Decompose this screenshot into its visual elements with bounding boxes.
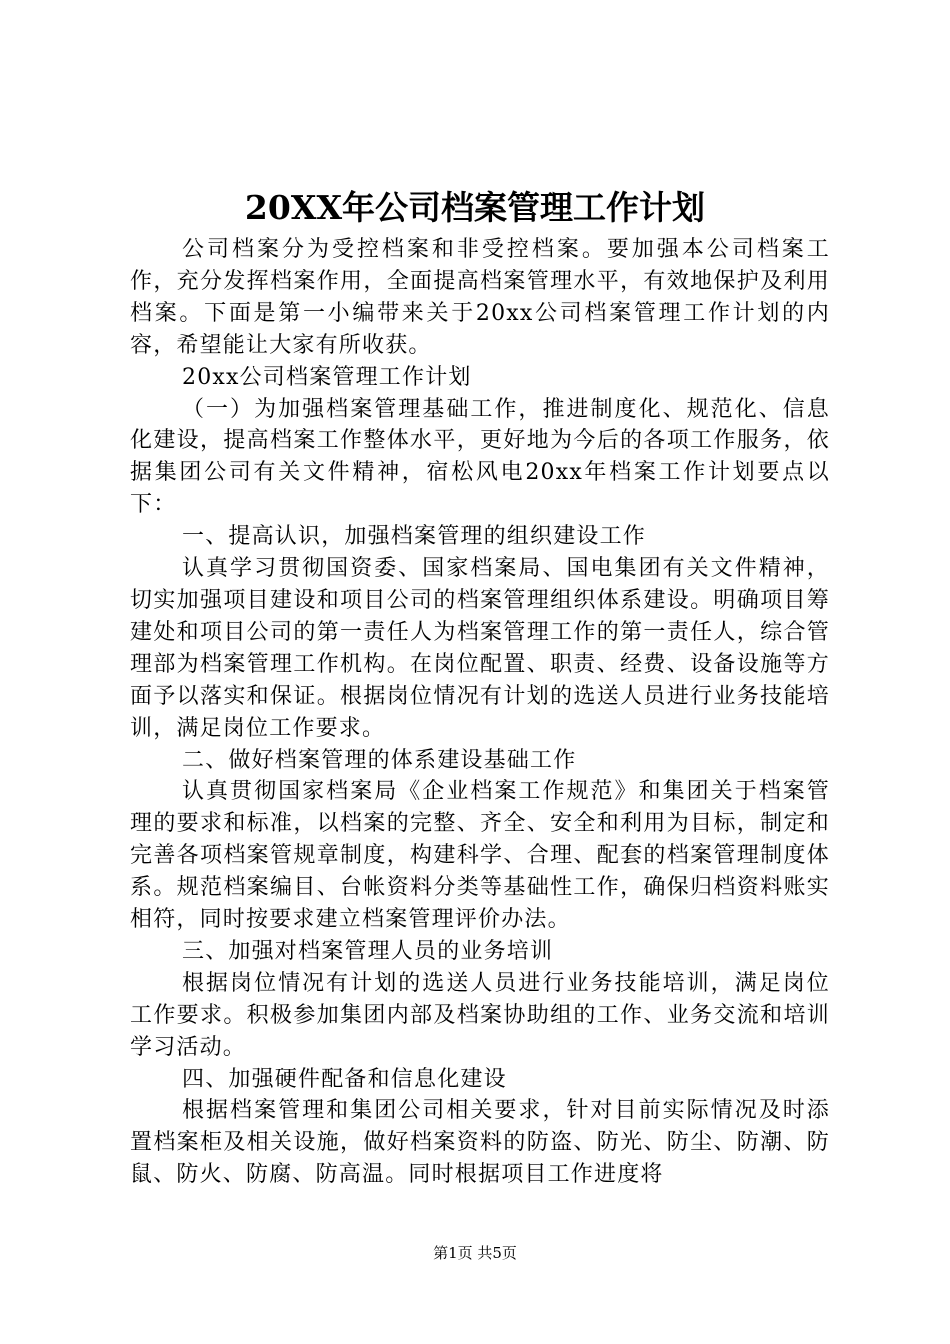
document-title: 20XX年公司档案管理工作计划 — [244, 188, 706, 227]
page-number-footer: 第1页 共5页 — [433, 1244, 517, 1262]
heading-section-1: 一、提高认识，加强档案管理的组织建设工作 — [182, 524, 647, 550]
heading-section-4: 四、加强硬件配备和信息化建设 — [182, 1066, 507, 1092]
paragraph-section-intro: （一）为加强档案管理基础工作，推进制度化、规范化、信息化建设，提高档案工作整体水平，更好地为今后的各项工作服务，依据集团公司有关文件精神，宿松风电20xx年档案工作计划要点以下： — [130, 396, 830, 518]
paragraph-section-3: 根据岗位情况有计划的选送人员进行业务技能培训，满足岗位工作要求。积极参加集团内部及档案协助组的工作、业务交流和培训学习活动。 — [130, 970, 830, 1060]
heading-section-2: 二、做好档案管理的体系建设基础工作 — [182, 747, 577, 773]
heading-section-3: 三、加强对档案管理人员的业务培训 — [182, 938, 554, 964]
paragraph-section-1: 认真学习贯彻国资委、国家档案局、国电集团有关文件精神，切实加强项目建设和项目公司的档案管理组织体系建设。明确项目筹建处和项目公司的第一责任人为档案管理工作的第一责任人，综合管理部为档案管理工作机构。在岗位配置、职责、经费、设备设施等方面予以落实和保证。根据岗位情况有计划的选送人员进行业务技能培训，满足岗位工作要求。 — [130, 556, 830, 741]
paragraph-section-2: 认真贯彻国家档案局《企业档案工作规范》和集团关于档案管理的要求和标准，以档案的完整、齐全、安全和利用为目标，制定和完善各项档案管规章制度，构建科学、合理、配套的档案管理制度体系。规范档案编目、台帐资料分类等基础性工作，确保归档资料账实相符，同时按要求建立档案管理评价办法。 — [130, 779, 830, 933]
paragraph-intro: 公司档案分为受控档案和非受控档案。要加强本公司档案工作，充分发挥档案作用，全面提高档案管理水平，有效地保护及利用档案。下面是第一小编带来关于20xx公司档案管理工作计划的内容，希望能让大家有所收获。 — [130, 237, 830, 358]
document-body — [130, 234, 830, 1191]
paragraph-subtitle: 20xx公司档案管理工作计划 — [182, 364, 472, 390]
paragraph-section-4: 根据档案管理和集团公司相关要求，针对目前实际情况及时添置档案柜及相关设施，做好档案资料的防盗、防光、防尘、防潮、防鼠、防火、防腐、防高温。同时根据项目工作进度将 — [130, 1098, 830, 1188]
